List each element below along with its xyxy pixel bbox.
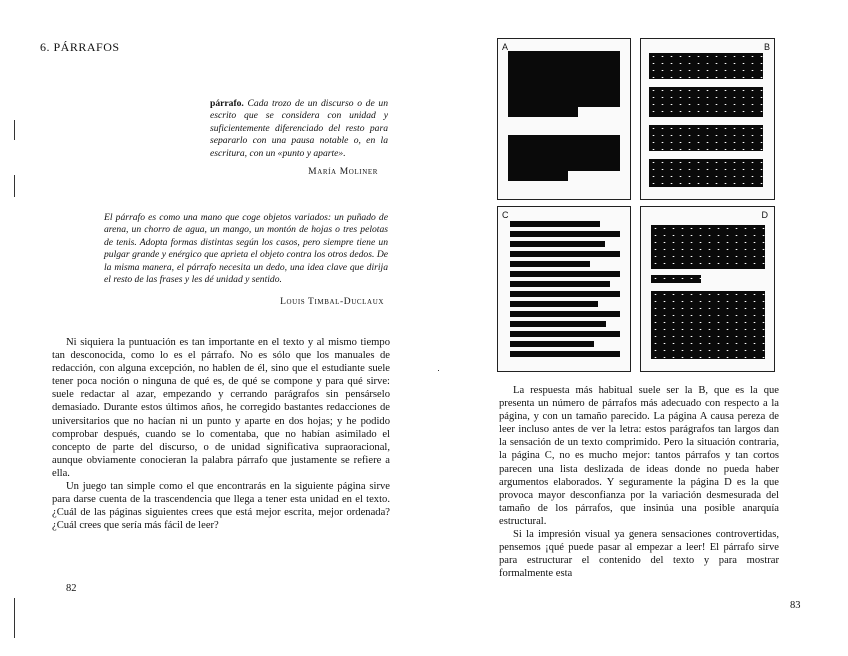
epigraph-1 [210, 98, 388, 160]
paragraph-block [510, 311, 620, 317]
paragraph-block [510, 291, 620, 297]
thumbnail-page-c [497, 206, 631, 372]
thumbnail-label-c: C [502, 210, 509, 220]
paragraph-block [510, 261, 590, 267]
epigraph-1-term: párrafo. [210, 98, 244, 109]
paragraph-block [649, 53, 763, 79]
paragraph-block [651, 291, 765, 359]
chapter-title: 6. PÁRRAFOS [40, 40, 120, 54]
right-page [440, 0, 848, 656]
paragraph-block [510, 301, 598, 307]
paragraph-block [508, 51, 620, 107]
paragraph-block [510, 281, 610, 287]
paragraph-block [649, 159, 763, 187]
right-body-text [499, 384, 779, 580]
paragraph-block [510, 351, 620, 357]
thumbnail-page-b [640, 38, 775, 200]
right-paragraph-2: Si la impresión visual ya genera sensaciones controvertidas, pensemos ¡qué puede pasar al empezar a leer! El párrafo sirve para estructurar el contenido del texto y para mostrar formalmente esta [499, 529, 779, 580]
paragraph-block [651, 275, 701, 283]
paragraph-block [508, 135, 620, 171]
left-edge-mark [14, 175, 15, 197]
right-page-number: 83 [790, 600, 801, 611]
left-edge-mark [14, 598, 15, 638]
paragraph-block [510, 321, 606, 327]
paragraph-block [510, 231, 620, 237]
thumbnail-label-a: A [502, 42, 509, 52]
paragraph-block [510, 241, 605, 247]
paragraph-block [508, 107, 578, 117]
epigraph-2-author: Louis Timbal-Duclaux [280, 297, 384, 307]
epigraph-1-text: Cada trozo de un discurso o de un escrito que se considera con unidad y suficientemente diferenciado del resto para separarlo con una pausa notable o, en la escritura, con un «punto y aparte». [210, 98, 388, 159]
epigraph-2: El párrafo es como una mano que coge objetos variados: un puñado de arena, un chorro de agua, un mango, un montón de hojas o tres pelotas de tenis. Adopta formas distintas según los casos, pero siempre tiene un pulgar grande y enérgico que aprieta el objeto contra los otros dedos. De la misma manera, el párrafo necesita un dedo, una idea clave que dirija el resto de las frases y les dé unidad y sentido. [104, 212, 388, 286]
left-paragraph-1: Ni siquiera la puntuación es tan importante en el texto y al mismo tiempo tan desconocida, como lo es el párrafo. No es sólo que los manuales de redacción, con alguna excepción, no hablen de él, sino que el estudiante suele tener poca noción o ninguna de qué es, de qué se compone y para qué sirve: suele redactar al azar, empezando y cerrando parágrafos sin pensárselo demasiado. Durante estos últimos años, he corregido bastantes redacciones de universitarios que no hacían ni un punto y aparte en dos hojas; y he podido comprobar después, cuando se lo comentaba, que no habían asimilado el concepto de parte del discurso, o de unidad significativa supraoracional, aunque obviamente conocieran la palabra párrafo que justamente se refiere a ella. [52, 337, 390, 479]
thumbnail-page-d [640, 206, 775, 372]
left-edge-mark [14, 120, 15, 140]
right-paragraph-1: La respuesta más habitual suele ser la B, que es la que presenta un número de párrafos más adecuado con respecto a la página, y con un tamaño parecido. La página A causa pereza de leer incluso antes de ver la letra: estos parágrafos tan largos dan la sensación de un texto comprimido. Pero la situación contraria, la página C, no es mucho mejor: tantos párrafos y tan cortos parecen una lista deslizada de ideas donde no pueda haber argumentos elaborados. Y seguramente la página D es la que provoca mayor desconfianza por la variación desmesurada del tamaño de los párrafos, que insinúa una posible anarquía estructural. [499, 385, 779, 527]
thumbnail-label-b: B [763, 42, 770, 52]
paragraph-block [510, 221, 600, 227]
paragraph-block [651, 225, 765, 269]
paragraph-block [510, 271, 620, 277]
paragraph-block [510, 341, 594, 347]
left-page-number: 82 [66, 583, 77, 594]
thumbnail-label-d: D [761, 210, 768, 220]
epigraph-1-author: María Moliner [308, 167, 378, 177]
paragraph-block [508, 171, 568, 181]
thumbnail-page-a [497, 38, 631, 200]
paragraph-block [510, 331, 620, 337]
paragraph-block [649, 125, 763, 151]
gutter-mark [438, 370, 439, 371]
paragraph-block [510, 251, 620, 257]
left-paragraph-2: Un juego tan simple como el que encontrarás en la siguiente página sirve para darse cuenta de la trascendencia que llega a tener esta unidad en el texto. ¿Cuál de las páginas siguientes crees que está mejor escrita, mejor ordenada? ¿Cuál crees que sería más fácil de leer? [52, 481, 390, 532]
left-body-text [52, 336, 390, 532]
paragraph-block [649, 87, 763, 117]
